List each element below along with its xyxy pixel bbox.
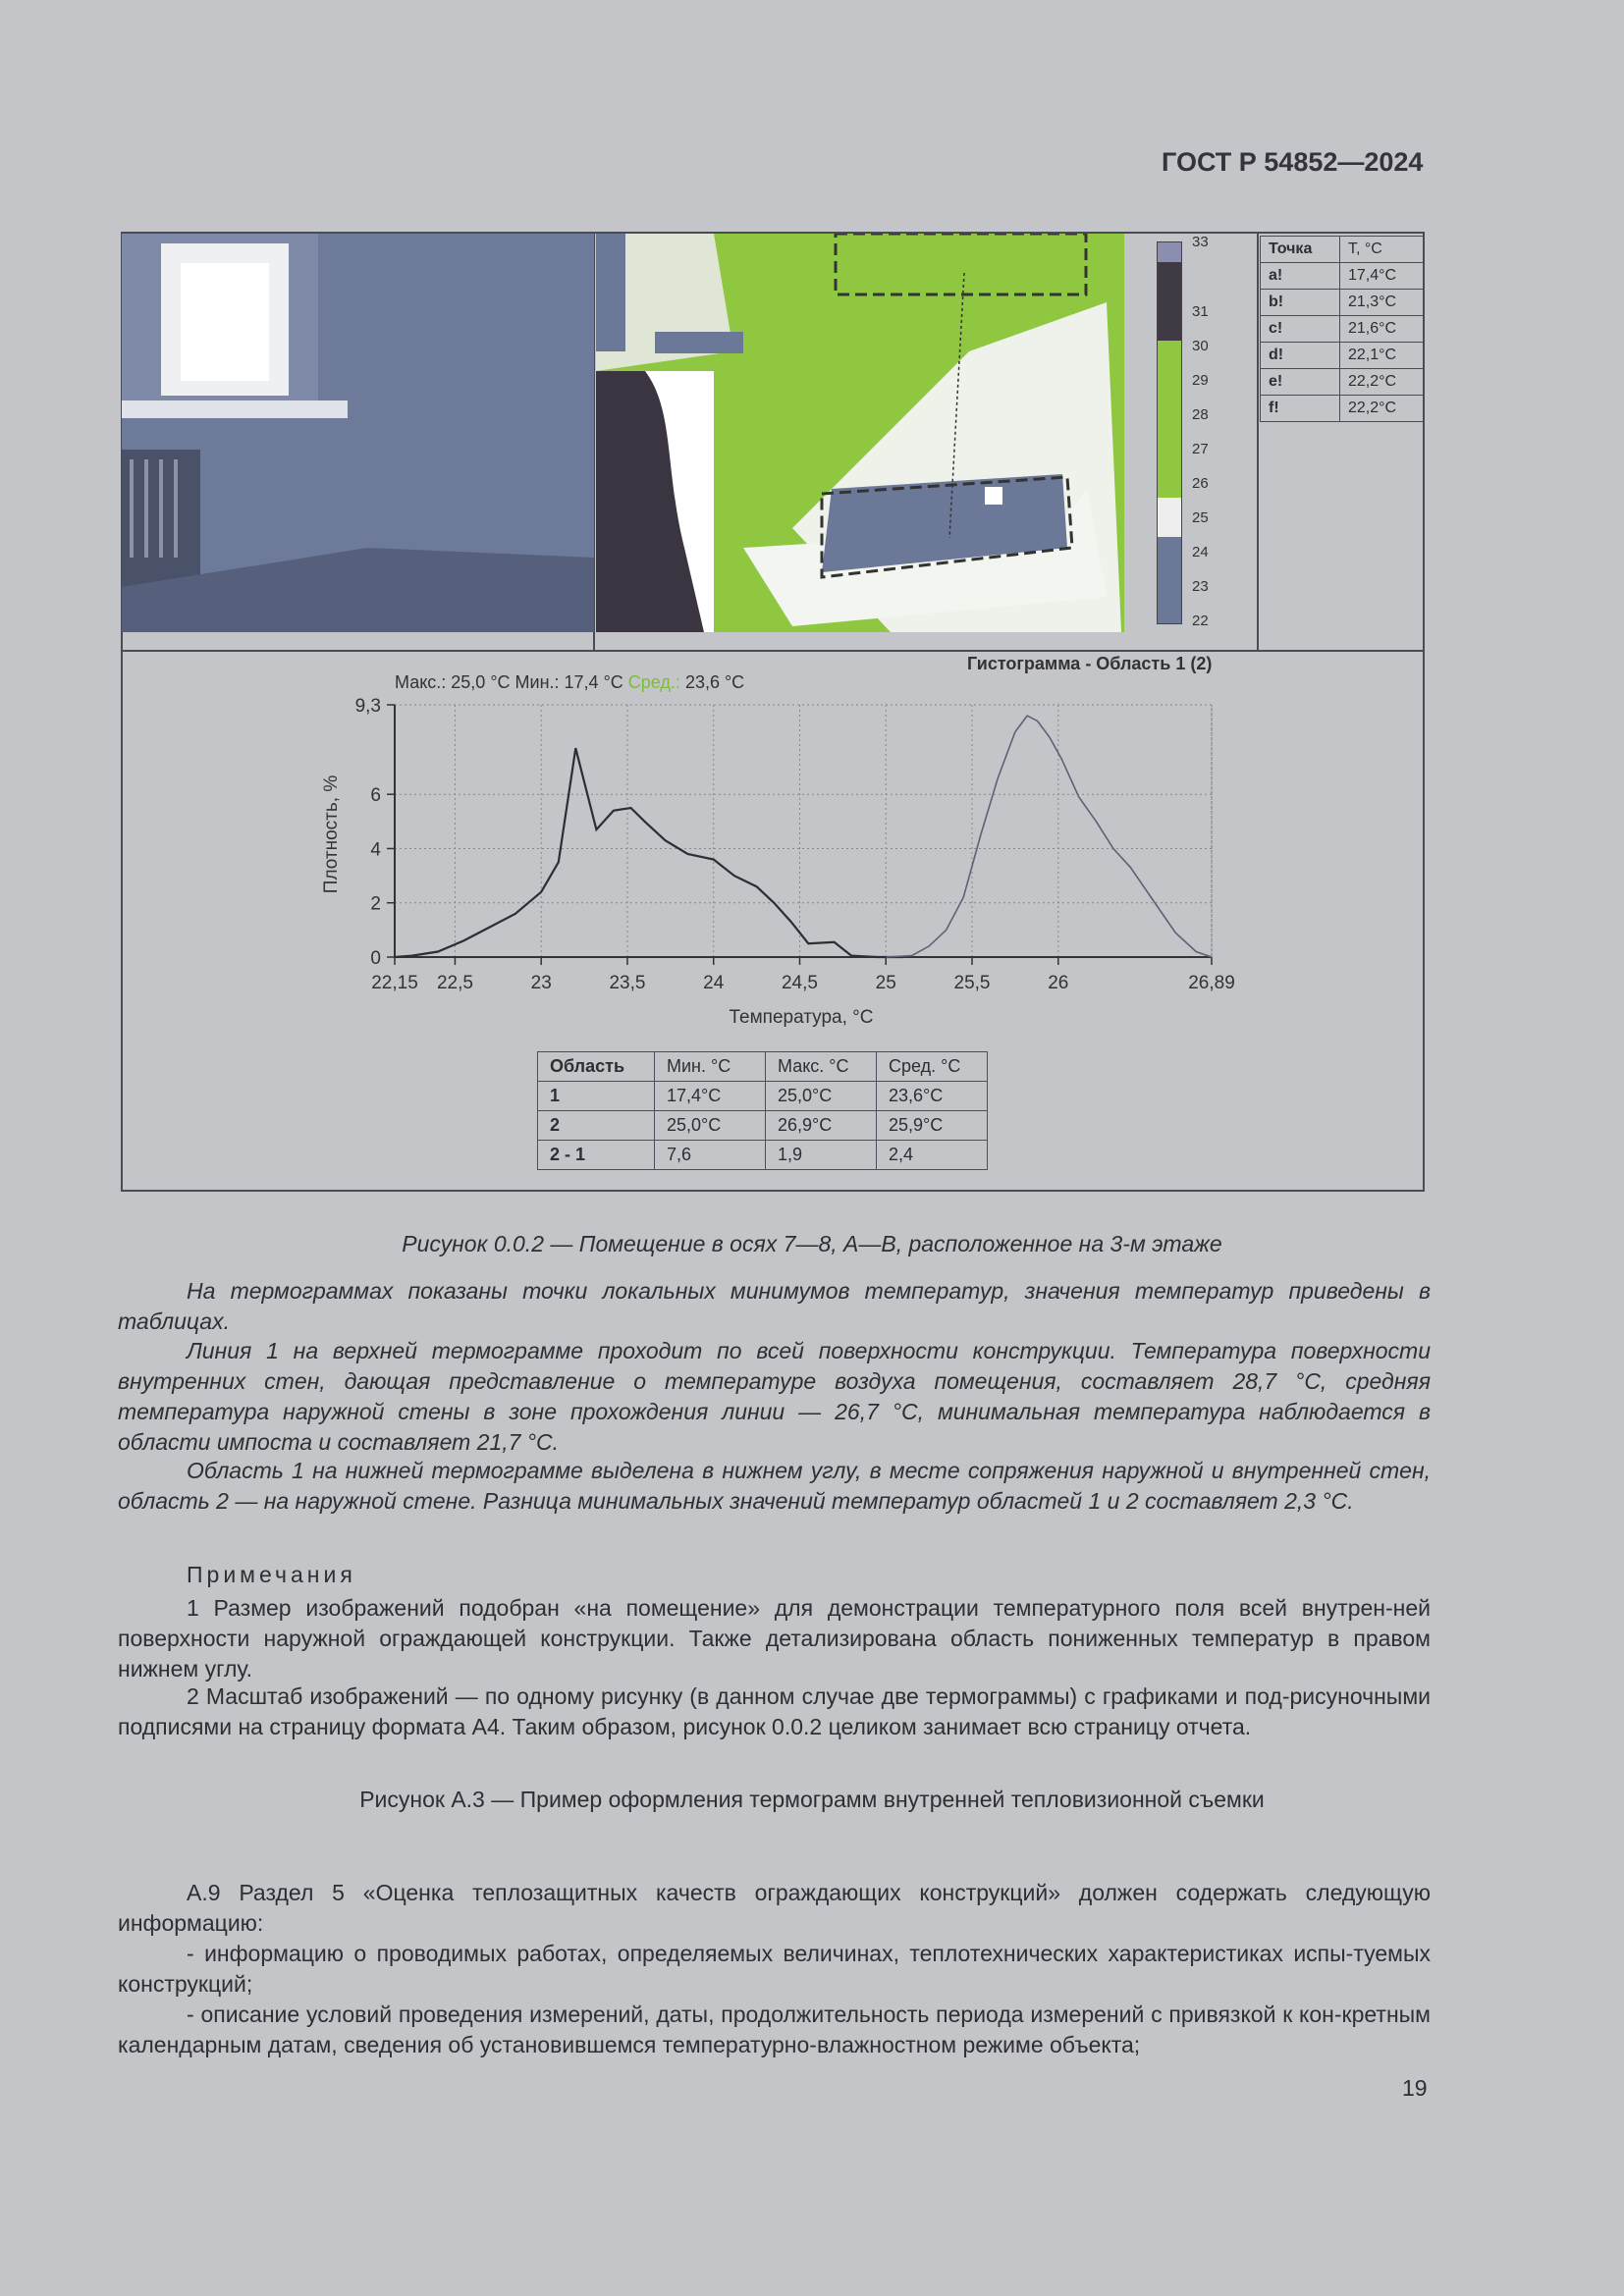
histogram-title: Гистограмма - Область 1 (2): [967, 654, 1213, 673]
areas-table: [537, 1051, 988, 1170]
point-temperature-table: [1260, 236, 1424, 422]
table-header-cell: Область: [538, 1052, 655, 1082]
table-cell: 22,2°C: [1340, 396, 1424, 422]
scale-label: 22: [1192, 613, 1209, 629]
x-axis-label: Температура, °C: [729, 1007, 874, 1028]
table-row: [1261, 396, 1424, 422]
scale-label: 25: [1192, 509, 1209, 526]
table-cell: e!: [1261, 369, 1340, 396]
table-row: [1261, 263, 1424, 290]
table-cell: 2,4: [877, 1141, 988, 1170]
section-a9-intro: А.9 Раздел 5 «Оценка теплозащитных качеств ограждающих конструкций» должен содержать следующую информацию:: [118, 1880, 1431, 1936]
note-item: 1 Размер изображений подобран «на помещение» для демонстрации температурного поля всей внутрен-ней поверхности наружной ограждающей конструкции. Также детализирована область пониженных температур в правом нижнем углу.: [118, 1595, 1431, 1682]
x-tick-label: 26,89: [1188, 973, 1235, 993]
document-id: ГОСТ Р 54852—2024: [1162, 147, 1424, 177]
table-cell: 7,6: [655, 1141, 766, 1170]
list-item: - описание условий проведения измерений, даты, продолжительность периода измерений с привязкой к кон-кретным календарным датам, сведения об установившемся температурно-влажностном режиме объекта;: [118, 2002, 1431, 2057]
table-header-row: [1261, 237, 1424, 263]
table-cell: d!: [1261, 343, 1340, 369]
table-cell: 25,0°С: [655, 1111, 766, 1141]
x-tick-label: 22,5: [436, 973, 473, 993]
table-cell: a!: [1261, 263, 1340, 290]
page-number: 19: [1402, 2075, 1428, 2101]
table-cell: f!: [1261, 396, 1340, 422]
table-header-cell: Сред. °С: [877, 1052, 988, 1082]
divider: [1257, 232, 1259, 652]
x-tick-label: 22,15: [371, 973, 418, 993]
table-header-cell: T, °C: [1340, 237, 1424, 263]
table-cell: c!: [1261, 316, 1340, 343]
table-cell: 22,2°C: [1340, 369, 1424, 396]
table-cell: 1: [538, 1082, 655, 1111]
stat-avg-label: Сред.:: [627, 672, 680, 692]
x-tick-label: 25: [875, 973, 896, 993]
scale-label: 26: [1192, 475, 1209, 492]
table-header-cell: Точка: [1261, 237, 1340, 263]
table-cell: 22,1°C: [1340, 343, 1424, 369]
table-row: [1261, 369, 1424, 396]
table-header-cell: Макс. °С: [766, 1052, 877, 1082]
x-tick-label: 26: [1048, 973, 1069, 993]
note-item: 2 Масштаб изображений — по одному рисунку (в данном случае две термограммы) с графиками и под-рисуночными подписями на страницу формата А4. Таким образом, рисунок 0.0.2 целиком занимает всю страницу отчета.: [118, 1683, 1431, 1739]
x-tick-label: 23: [530, 973, 552, 993]
x-tick-label: 24,5: [781, 973, 818, 993]
x-tick-label: 25,5: [953, 973, 991, 993]
stat-avg-value: 23,6 °C: [684, 672, 745, 692]
table-row: [538, 1141, 988, 1170]
table-cell: 25,9°С: [877, 1111, 988, 1141]
table-cell: 17,4°С: [655, 1082, 766, 1111]
thermogram-image: [596, 234, 1124, 632]
notes-heading: Примечания: [187, 1562, 356, 1587]
series-line-2: [886, 716, 1212, 957]
paragraph: Линия 1 на верхней термограмме проходит по всей поверхности конструкции. Температура поверхности внутренних стен, дающая представление о температуре воздуха помещения, составляет 28,7 °С, средняя температура наружной стены в зоне прохождения линии — 26,7 °С, минимальная температура наблюдается в области импоста и составляет 21,7 °С.: [118, 1338, 1431, 1455]
table-cell: 21,3°C: [1340, 290, 1424, 316]
paragraph: Область 1 на нижней термограмме выделена в нижнем углу, в месте сопряжения наружной и внутренней стен, область 2 — на наружной стене. Разница минимальных значений температур областей 1 и 2 составляет 2,3 °С.: [118, 1458, 1431, 1514]
table-cell: 2 - 1: [538, 1141, 655, 1170]
y-axis-label: Плотность, %: [321, 774, 342, 894]
table-header-row: [538, 1052, 988, 1082]
temperature-scale: [1157, 241, 1182, 624]
table-cell: 26,9°С: [766, 1111, 877, 1141]
table-cell: 21,6°C: [1340, 316, 1424, 343]
table-cell: 2: [538, 1111, 655, 1141]
plot-area: [395, 705, 1212, 957]
stat-min: Мин.: 17,4 °C: [514, 672, 623, 692]
room-photo: [122, 234, 594, 632]
table-row: [538, 1082, 988, 1111]
y-tick-label: 0: [370, 948, 381, 969]
figure-a3-caption: Рисунок А.3 — Пример оформления термограмм внутренней тепловизионной съемки: [359, 1787, 1265, 1812]
figure-divider: [121, 650, 1425, 652]
x-tick-label: 24: [703, 973, 725, 993]
table-cell: 25,0°С: [766, 1082, 877, 1111]
paragraph: На термограммах показаны точки локальных минимумов температур, значения температур приведены в таблицах.: [118, 1278, 1431, 1334]
scale-label: 28: [1192, 406, 1209, 423]
scale-label: 27: [1192, 441, 1209, 457]
table-cell: 17,4°C: [1340, 263, 1424, 290]
figure-caption: Рисунок 0.0.2 — Помещение в осях 7—8, А—В, расположенное на 3-м этаже: [402, 1231, 1222, 1256]
table-cell: 23,6°С: [877, 1082, 988, 1111]
scale-label: 29: [1192, 372, 1209, 389]
series-line-1: [395, 748, 903, 957]
table-header-cell: Мин. °С: [655, 1052, 766, 1082]
table-row: [1261, 343, 1424, 369]
y-tick-label: 6: [370, 785, 381, 807]
scale-label: 31: [1192, 303, 1209, 320]
scale-label: 24: [1192, 544, 1209, 561]
table-row: [538, 1111, 988, 1141]
table-row: [1261, 290, 1424, 316]
list-item: - информацию о проводимых работах, определяемых величинах, теплотехнических характеристиках испы-туемых конструкций;: [118, 1941, 1431, 1997]
table-row: [1261, 316, 1424, 343]
scale-label: 30: [1192, 338, 1209, 354]
y-tick-label: 9,3: [354, 696, 381, 717]
y-tick-label: 2: [370, 893, 381, 915]
stat-max: Макс.: 25,0 °C: [395, 672, 511, 692]
table-cell: 1,9: [766, 1141, 877, 1170]
table-cell: b!: [1261, 290, 1340, 316]
histogram-chart: [314, 687, 1247, 1041]
y-tick-label: 4: [370, 839, 381, 861]
x-tick-label: 23,5: [609, 973, 646, 993]
scale-label: 23: [1192, 578, 1209, 595]
scale-label: 33: [1192, 234, 1209, 250]
